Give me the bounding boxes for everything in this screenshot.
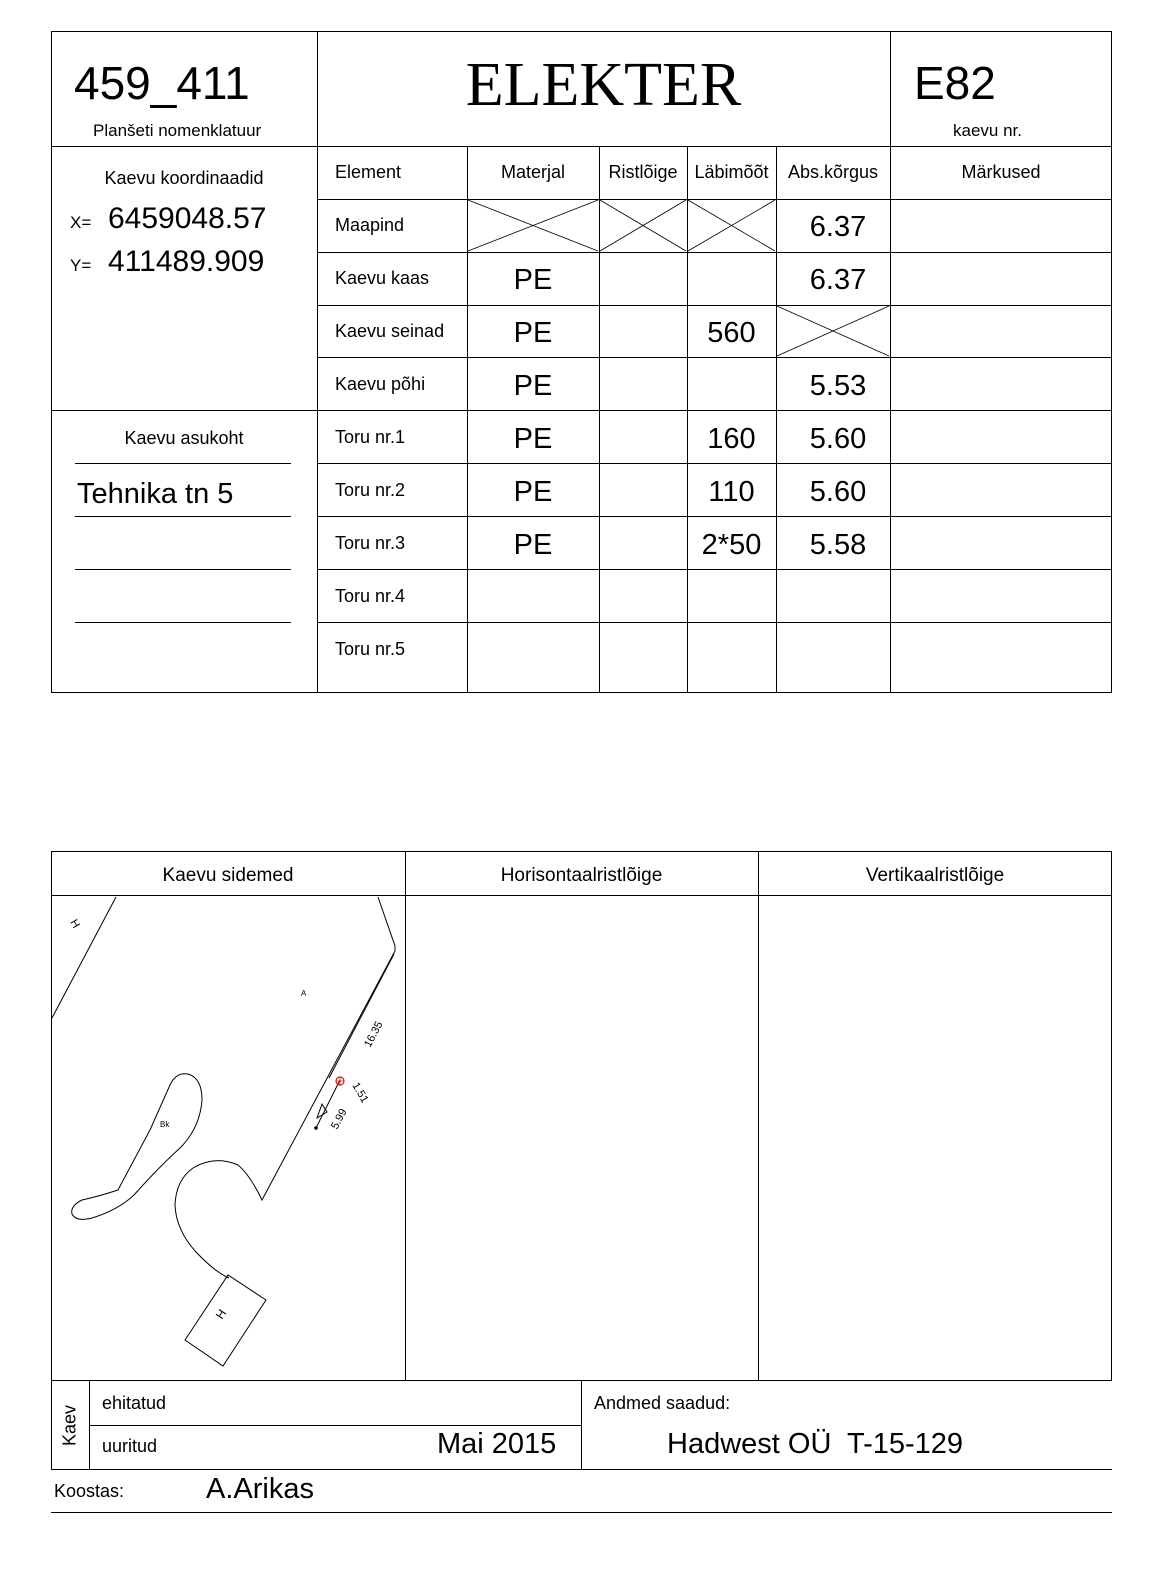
bk-label: Bk	[160, 1120, 170, 1129]
distance-label: 16.35	[362, 1019, 386, 1050]
y-prefix: Y=	[70, 256, 92, 275]
column-header-ristloige: Ristlõige	[608, 162, 678, 182]
compiled-label: Koostas:	[54, 1481, 125, 1501]
coordinates-label: Kaevu koordinaadid	[104, 168, 264, 188]
row-material: PE	[513, 317, 553, 349]
row-elevation: 6.37	[809, 211, 867, 243]
page-bottom-line	[51, 1512, 1112, 1513]
panel-title-kaevu-sidemed: Kaevu sidemed	[162, 865, 294, 886]
row-material: PE	[513, 423, 553, 455]
row-element: Kaevu kaas	[335, 268, 430, 288]
building-label-top: H	[67, 917, 82, 931]
row-element: Toru nr.2	[335, 480, 406, 500]
cross-mark	[468, 200, 598, 251]
x-coordinate: 6459048.57	[108, 202, 267, 235]
row-material: PE	[513, 476, 553, 508]
compiled-by: A.Arikas	[206, 1473, 314, 1505]
row-material: PE	[513, 264, 553, 296]
row-elevation: 5.53	[809, 370, 867, 402]
data-from-label: Andmed saadud:	[594, 1393, 731, 1413]
y-coordinate: 411489.909	[108, 245, 265, 278]
building-label-bottom: H	[212, 1306, 230, 1322]
footer-mid-divider	[581, 1381, 582, 1469]
sketch-divider	[405, 851, 406, 1381]
row-diameter: 160	[707, 423, 756, 455]
point-marker	[314, 1126, 318, 1130]
well-number-label: kaevu nr.	[953, 121, 1022, 140]
measure-line	[329, 954, 394, 1078]
nomenclature-value: 459_411	[74, 57, 250, 109]
cross-mark	[600, 200, 686, 251]
row-elevation: 6.37	[809, 264, 867, 296]
row-elevation: 5.58	[809, 529, 867, 561]
sketch-divider	[758, 851, 759, 1381]
row-material: PE	[513, 370, 553, 402]
column-header-abskorgus: Abs.kõrgus	[787, 162, 879, 182]
cross-mark	[777, 306, 889, 356]
panel-title-vertikaal: Vertikaalristlõige	[865, 865, 1005, 886]
column-header-labimoot: Läbimõõt	[694, 162, 769, 182]
crossed-cells	[0, 0, 1165, 700]
row-element: Toru nr.4	[335, 586, 406, 606]
location-label: Kaevu asukoht	[124, 428, 244, 448]
row-element: Maapind	[335, 215, 405, 235]
x-prefix: X=	[70, 213, 92, 232]
row-elevation: 5.60	[809, 476, 867, 508]
row-diameter: 110	[708, 476, 755, 508]
nomenclature-label: Planšeti nomenklatuur	[93, 121, 262, 140]
built-label: ehitatud	[102, 1393, 167, 1413]
row-element: Kaevu põhi	[335, 374, 426, 394]
row-elevation: 5.60	[809, 423, 867, 455]
surveyed-label: uuritud	[102, 1436, 158, 1456]
location-address: Tehnika tn 5	[77, 478, 234, 510]
island-outline	[72, 1074, 202, 1220]
data-from-value: Hadwest OÜ T-15-129	[667, 1428, 964, 1460]
kaev-side-label: Kaev	[59, 1404, 80, 1447]
well-number: E82	[914, 57, 996, 109]
row-element: Kaevu seinad	[335, 321, 445, 341]
distance-label: 5.99	[329, 1106, 350, 1132]
site-sketch	[52, 896, 404, 1380]
row-element: Toru nr.5	[335, 639, 406, 659]
column-header-materjal: Materjal	[500, 162, 566, 182]
footer-bottom-line	[51, 1469, 1112, 1470]
column-header-element: Element	[335, 162, 402, 182]
cross-mark	[688, 200, 775, 251]
boundary-line	[52, 897, 116, 1018]
distance-label: 1.51	[349, 1080, 371, 1106]
panel-title-horisontaal: Horisontaalristlõige	[500, 865, 663, 886]
row-element: Toru nr.1	[335, 427, 406, 447]
column-header-markused: Märkused	[961, 162, 1041, 182]
surveyed-date: Mai 2015	[437, 1428, 557, 1460]
footer-inner-line	[89, 1425, 581, 1426]
document-title: ELEKTER	[465, 51, 742, 119]
area-label: A	[301, 989, 307, 998]
row-material: PE	[513, 529, 553, 561]
row-diameter: 560	[707, 317, 756, 349]
building-outline	[185, 1275, 266, 1366]
row-diameter: 2*50	[701, 529, 762, 561]
footer-left-border	[51, 1381, 52, 1469]
row-element: Toru nr.3	[335, 533, 406, 553]
